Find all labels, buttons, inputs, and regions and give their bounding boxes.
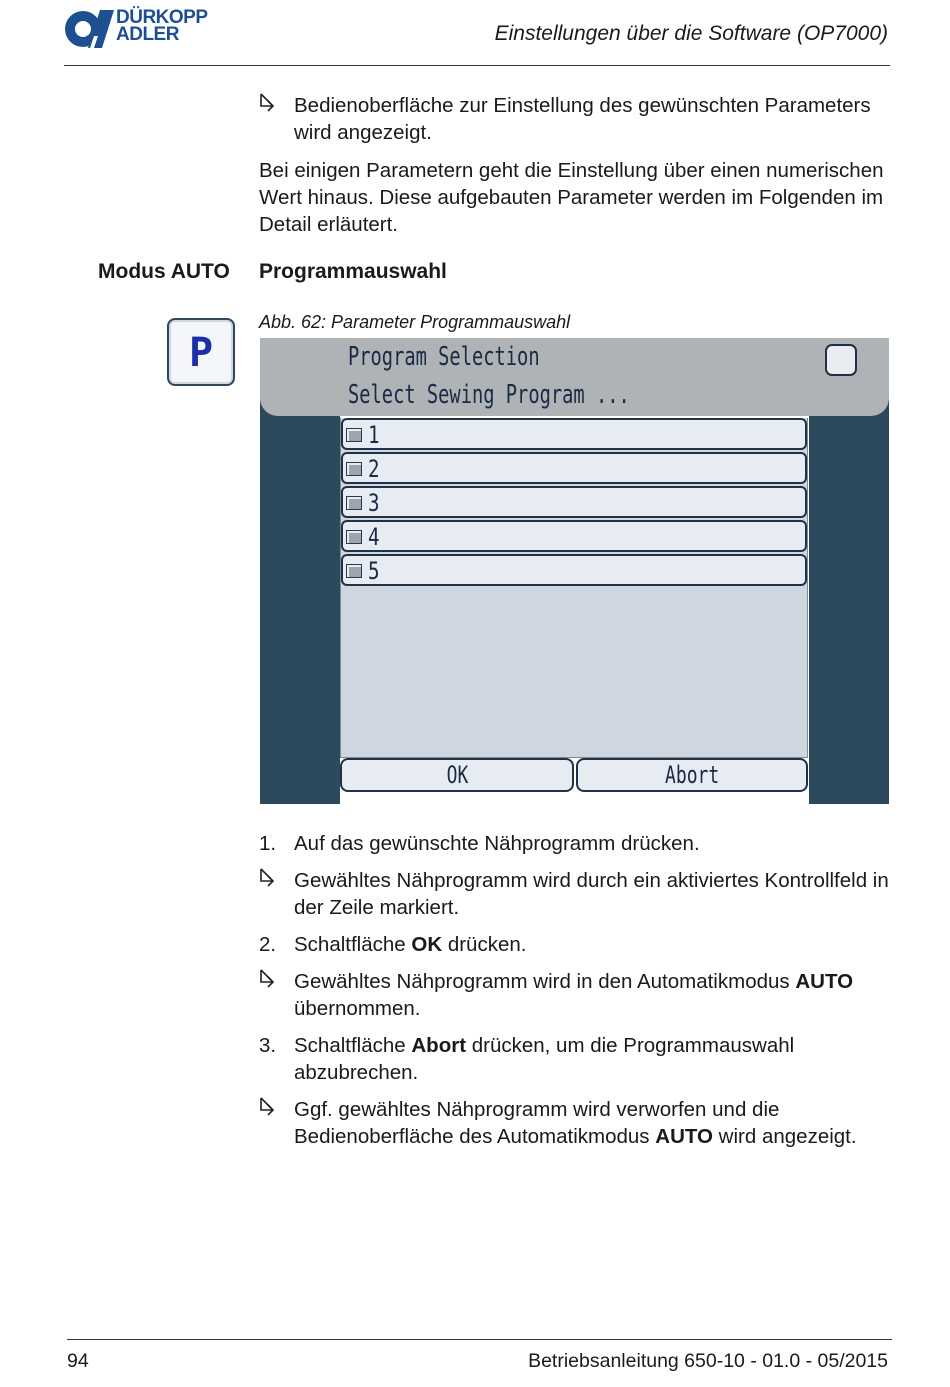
result-text	[294, 1096, 894, 1150]
ok-button[interactable]	[340, 758, 574, 792]
text-part: Schaltfläche	[294, 933, 412, 956]
program-number: 1	[368, 421, 380, 449]
program-number: 3	[368, 489, 380, 517]
text-part: Gewähltes Nähprogramm wird in den Automatikmodus	[294, 970, 796, 993]
step-text	[294, 1032, 894, 1086]
document-id: Betriebsanleitung 650-10 - 01.0 - 05/2015	[528, 1350, 888, 1372]
page-number: 94	[67, 1350, 89, 1372]
logo-line-2: ADLER	[116, 24, 179, 45]
text-part: Ggf. gewähltes Nähprogramm wird verworfen und die Bedienoberfläche des Automatikmodus	[294, 1098, 780, 1148]
step-number: 1.	[259, 832, 277, 855]
program-row-4[interactable]	[341, 520, 807, 552]
intro-paragraph: Bei einigen Parametern geht die Einstellung über einen numerischen Wert hinaus. Diese aufgebauten Parameter werden im Folgenden im Detail erläutert.	[259, 159, 884, 236]
text-bold: OK	[411, 933, 443, 956]
step-1	[259, 830, 889, 858]
text-part: Schaltfläche	[294, 1034, 412, 1057]
step-text	[294, 931, 894, 958]
step-number: 3.	[259, 1034, 277, 1057]
intro-result	[259, 92, 889, 148]
text-part: wird angezeigt.	[712, 1125, 857, 1148]
text-part: drücken.	[442, 933, 527, 956]
intro-result-text: Bedienoberfläche zur Einstellung des gewünschten Parameters wird angezeigt.	[294, 94, 871, 144]
result-text	[294, 968, 894, 1022]
text-bold: AUTO	[655, 1125, 713, 1148]
figure-caption: Abb. 62: Parameter Programmauswahl	[259, 312, 571, 332]
chapter-title: Einstellungen über die Software (OP7000)	[494, 22, 888, 45]
screen-corner-button[interactable]	[825, 344, 857, 376]
mode-side-label: Modus AUTO	[98, 260, 230, 283]
abort-button[interactable]	[576, 758, 808, 792]
program-number: 2	[368, 455, 380, 483]
program-row-5[interactable]	[341, 554, 807, 586]
step-2	[259, 931, 889, 959]
checkbox-icon[interactable]	[346, 530, 362, 544]
program-row-3[interactable]	[341, 486, 807, 518]
step-2-result	[259, 968, 889, 1024]
footer-divider	[67, 1339, 892, 1340]
logo-mark-icon	[64, 10, 114, 48]
header-divider	[64, 65, 890, 66]
program-number: 4	[368, 523, 380, 551]
text-part: drücken, um die Programmauswahl abzubrechen.	[294, 1034, 795, 1084]
screen-header	[260, 338, 889, 416]
step-3-result	[259, 1096, 889, 1180]
program-number: 5	[368, 557, 380, 585]
p-key-icon	[167, 318, 235, 386]
logo-wordmark	[116, 9, 208, 43]
result-arrow-icon	[259, 1096, 277, 1125]
screen-title: Program Selection	[348, 342, 540, 372]
screen-subtitle: Select Sewing Program ...	[348, 380, 630, 410]
ok-button-label: OK	[446, 761, 468, 789]
checkbox-icon[interactable]	[346, 462, 362, 476]
step-number: 2.	[259, 933, 277, 956]
result-arrow-icon	[259, 867, 277, 896]
program-list	[340, 418, 808, 758]
checkbox-icon[interactable]	[346, 564, 362, 578]
text-bold: AUTO	[795, 970, 854, 993]
checkbox-icon[interactable]	[346, 428, 362, 442]
checkbox-icon[interactable]	[346, 496, 362, 510]
screen-left-panel	[260, 398, 340, 804]
screen-right-panel	[809, 398, 889, 804]
result-arrow-icon	[259, 92, 277, 121]
text-part: übernommen.	[294, 997, 421, 1020]
result-text: Gewähltes Nähprogramm wird durch ein aktiviertes Kontrollfeld in der Zeile markiert.	[294, 869, 889, 919]
logo-line-1: DÜRKOPP	[116, 7, 208, 28]
result-arrow-icon	[259, 968, 277, 997]
abort-button-label: Abort	[664, 761, 720, 789]
p-key-letter: P	[188, 330, 214, 376]
brand-logo	[64, 9, 234, 49]
program-selection-screen	[260, 338, 889, 804]
step-1-result	[259, 867, 889, 923]
step-text: Auf das gewünschte Nähprogramm drücken.	[294, 832, 700, 855]
section-heading: Programmauswahl	[259, 260, 447, 283]
program-row-2[interactable]	[341, 452, 807, 484]
text-bold: Abort	[411, 1034, 467, 1057]
program-row-1[interactable]	[341, 418, 807, 450]
step-3	[259, 1032, 889, 1088]
